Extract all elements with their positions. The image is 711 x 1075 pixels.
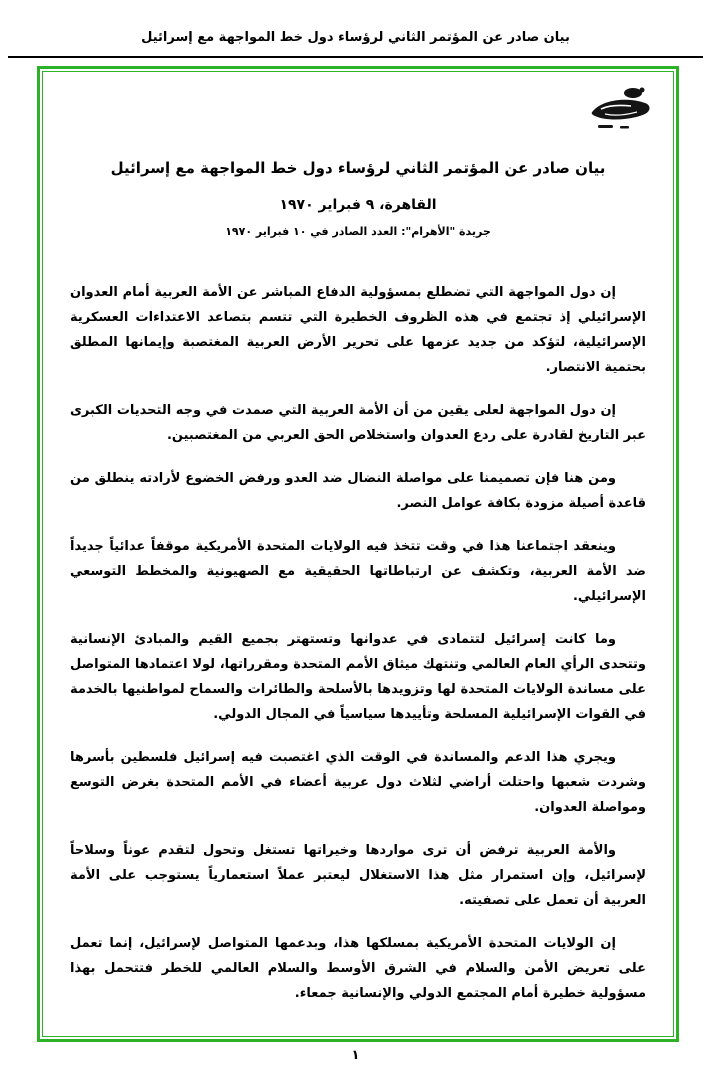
document-subtitle: القاهرة، ٩ فبراير ١٩٧٠ [279,197,437,213]
seal-stamp-icon [589,84,653,136]
document-body [70,280,646,1006]
paragraph-4: وينعقد اجتماعنا هذا في وقت تتخذ فيه الولايات المتحدة الأمريكية موقفاً عدائياً جديداً ضد الأمة العربية، وتكشف عن ارتباطاتها الحقيقية مع الصهيونية والمخطط التوسعي الإسرائيلي. [70,539,646,604]
page-number: ١ [351,1048,360,1063]
paragraph-2: إن دول المواجهة لعلى يقين من أن الأمة العربية التي صمدت في وجه التحديات الكبرى عبر التاريخ لقادرة على ردع العدوان واستخلاص الحق العربي من المغتصبين. [70,403,646,443]
seal-stamp-graphic [589,84,653,136]
paragraph-3: ومن هنا فإن تصميمنا على مواصلة النضال ضد العدو ورفض الخضوع لأرادته ينطلق من قاعدة أصيلة مزودة بكافة عوامل النصر. [70,471,646,511]
document-frame-inner [42,71,674,1037]
paragraph-7: والأمة العربية ترفض أن ترى مواردها وخيراتها تستغل وتحول لتقدم عوناً وسلاحاً لإسرائيل، وإن استمرار مثل هذا الاستغلال ليعتبر عملاً استعمارياً يستوجب على الأمة العربية أن تعمل على تصفيته. [70,843,646,908]
document-title: بيان صادر عن المؤتمر الثاني لرؤساء دول خط المواجهة مع إسرائيل [110,159,606,177]
paragraph-1: إن دول المواجهة التي تضطلع بمسؤولية الدفاع المباشر عن الأمة العربية أمام العدوان الإسرائيلي إذ تجتمع في هذه الظروف الخطيرة التي تتسم بتصاعد الاعتداءات العسكرية الإسرائيلية، لتؤكد من جديد عزمها على تحرير الأرض العربية المغتصبة وإيمانها المطلق بحتمية الانتصار. [70,285,646,375]
document-source-line: جريدة "الأهرام": العدد الصادر في ١٠ فبراير ١٩٧٠ [225,225,491,238]
document-frame [37,66,679,1042]
paragraph-6: ويجري هذا الدعم والمساندة في الوقت الذي اغتصبت فيه إسرائيل فلسطين بأسرها وشردت شعبها واحتلت أراضي لثلاث دول عربية أعضاء في الأمم المتحدة بغرض التوسع ومواصلة العدوان. [70,750,646,815]
paragraph-5: وما كانت إسرائيل لتتمادى في عدوانها وتستهتر بجميع القيم والمبادئ الإنسانية وتتحدى الرأي العام العالمي وتنتهك ميثاق الأمم المتحدة ومقرراتها، لولا اعتمادها المتواصل على مساندة الولايات المتحدة لها وتزويدها بالأسلحة والطائرات والسماح لمواطنيها بالخدمة في القوات الإسرائيلية المسلحة وتأييدها سياسياً في المجال الدولي. [70,632,646,722]
paragraph-8: إن الولايات المتحدة الأمريكية بمسلكها هذا، وبدعمها المتواصل لإسرائيل، إنما تعمل على تعريض الأمن والسلام في الشرق الأوسط والسلام العالمي للخطر فتتحمل بهذا مسؤولية خطيرة أمام المجتمع الدولي والإنسانية جمعاء. [70,936,646,1001]
page-header-title: بيان صادر عن المؤتمر الثاني لرؤساء دول خط المواجهة مع إسرائيل [141,30,570,45]
header-divider [8,56,703,58]
